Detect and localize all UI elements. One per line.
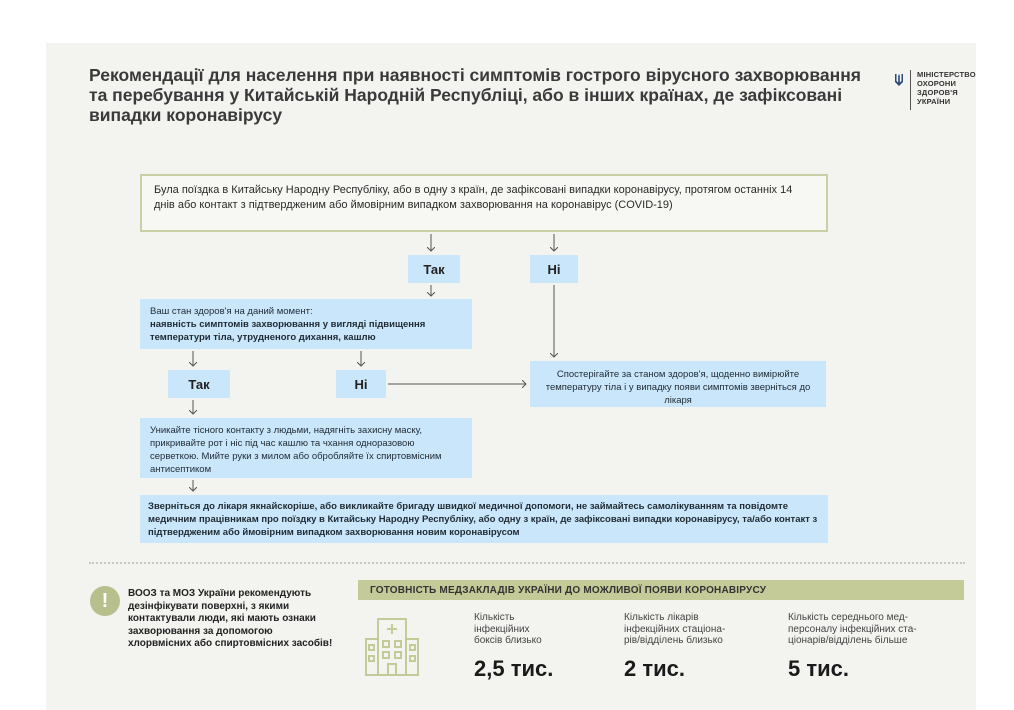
stat-label-boxes: Кількість інфекційних боксів близько bbox=[474, 612, 542, 646]
infographic-poster bbox=[46, 43, 976, 710]
no-label-2: Ні bbox=[336, 370, 386, 398]
exclamation-icon: ! bbox=[90, 586, 120, 616]
stat-value-boxes: 2,5 тис. bbox=[474, 656, 554, 681]
page-title: Рекомендації для населення при наявності симптомів гострого вірусного захворювання та перебування у Китайській Народній Республіці, або в інших країнах, де зафіксовані випадки коронавірусу bbox=[89, 65, 861, 125]
stat-label-staff: Кількість середнього мед- персоналу інфекційних ста- ціонарів/відділень більше bbox=[788, 612, 917, 646]
readiness-header: ГОТОВНІСТЬ МЕДЗАКЛАДІВ УКРАЇНИ ДО МОЖЛИВОЇ ПОЯВИ КОРОНАВІРУСУ bbox=[358, 580, 964, 600]
stat-value-doctors: 2 тис. bbox=[624, 656, 685, 681]
yes-label-2: Так bbox=[168, 370, 230, 398]
health-status-box: Ваш стан здоров'я на даний момент: наявність симптомів захворювання у вигляді підвищення температури тіла, утрудненого дихання, кашлю bbox=[140, 299, 472, 349]
see-doctor-box: Зверніться до лікаря якнайскоріше, або викликайте бригаду швидкої медичної допомоги, не займайтесь самолікуванням та повідомте медичним працівникам про поїздку в Китайську Народну Республіку, або одну з країн, де зафіксовані випадки коронавірусу, та/або контакт з підтвердженим або ймовірним випадком захворювання новим коронавірусом bbox=[140, 495, 828, 543]
question-travel-box: Була поїздка в Китайську Народну Республіку, або в одну з країн, де зафіксовані випадки коронавірусу, протягом останніх 14 днів або контакт з підтвердженим або ймовірним випадком захворювання на коронавірус (COVID-19) bbox=[140, 174, 828, 232]
avoid-contact-box: Уникайте тісного контакту з людьми, надягніть захисну маску, прикривайте рот і ніс під час кашлю та чхання одноразовою серветкою. Мийте руки з милом або обробляйте їх спиртовмісним антисептиком bbox=[140, 418, 472, 478]
disinfection-warning: ВООЗ та МОЗ України рекомендують дезінфікувати поверхні, з якими контактували люди, які мають ознаки захворювання за допомогою хлорвмісних або спиртовмісних засобів! bbox=[128, 588, 333, 649]
stat-label-doctors: Кількість лікарів інфекційних стаціона- рів/відділень близько bbox=[624, 612, 726, 646]
no-label-1: Ні bbox=[530, 255, 578, 283]
stat-value-staff: 5 тис. bbox=[788, 656, 849, 681]
logo-text: МІНІСТЕРСТВО ОХОРОНИ ЗДОРОВ'Я УКРАЇНИ bbox=[917, 70, 976, 106]
observe-box: Спостерігайте за станом здоров'я, щоденно вимірюйте температуру тіла і у випадку появи симптомів зверніться до лікаря bbox=[530, 361, 826, 407]
section-divider bbox=[89, 562, 965, 564]
yes-label-1: Так bbox=[408, 255, 460, 283]
hospital-icon bbox=[364, 615, 420, 677]
